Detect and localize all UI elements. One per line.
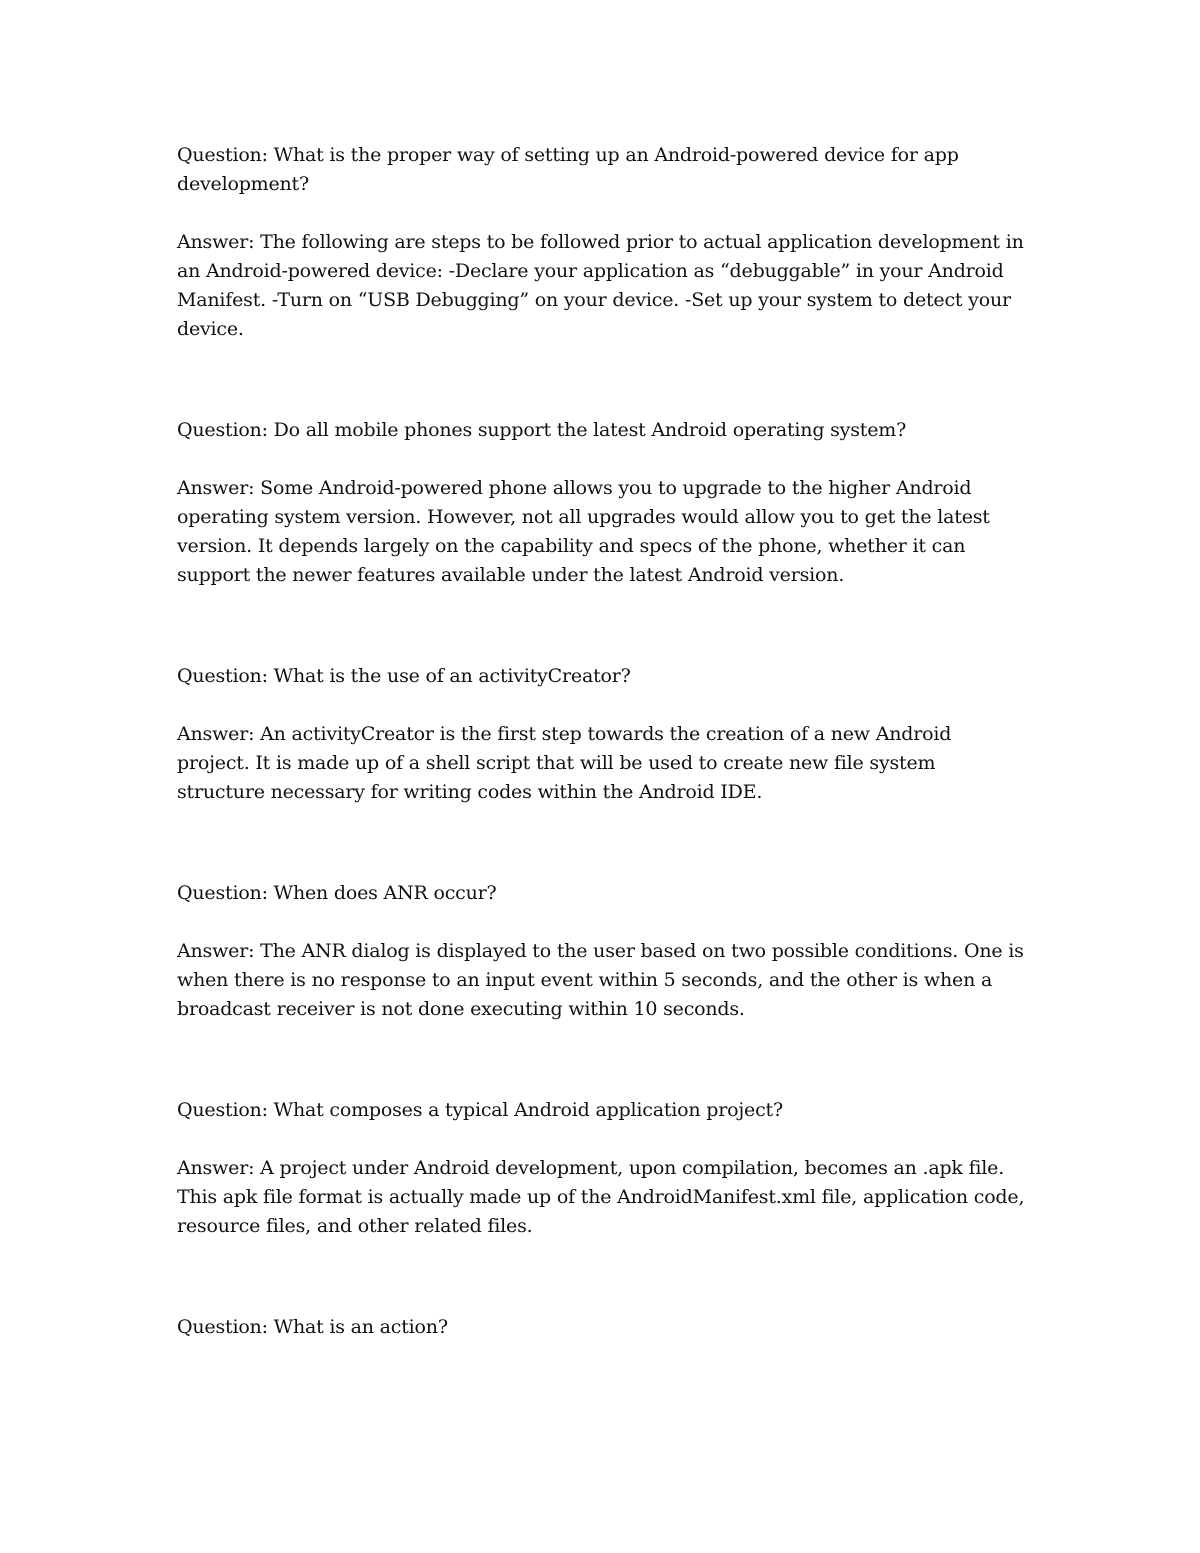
question-text: Question: What is the use of an activityCreator? <box>177 665 631 687</box>
question-text: Question: What composes a typical Android application project? <box>177 1099 783 1121</box>
question-text: Question: Do all mobile phones support the latest Android operating system? <box>177 419 907 441</box>
answer-text: Answer: The ANR dialog is displayed to the user based on two possible conditions. One is when there is no response to an input event within 5 seconds, and the other is when a broadcast receiver is not done executing within 10 seconds. <box>177 940 1024 1020</box>
qa-block <box>177 662 1027 807</box>
answer-text: Answer: The following are steps to be followed prior to actual application development in an Android-powered device: -Declare your application as “debuggable” in your Android Manifest. -Turn on “USB Debugging” on your device. -Set up your system to detect your device. <box>177 231 1024 340</box>
qa-block <box>177 1313 1027 1342</box>
qa-block <box>177 1096 1027 1241</box>
document-body <box>177 141 1027 1342</box>
qa-block <box>177 416 1027 590</box>
answer-text: Answer: Some Android-powered phone allows you to upgrade to the higher Android operating system version. However, not all upgrades would allow you to get the latest version. It depends largely on the capability and specs of the phone, whether it can support the newer features available under the latest Android version. <box>177 477 990 586</box>
answer-text: Answer: An activityCreator is the first step towards the creation of a new Android project. It is made up of a shell script that will be used to create new file system structure necessary for writing codes within the Android IDE. <box>177 723 952 803</box>
question-text: Question: What is the proper way of setting up an Android-powered device for app development? <box>177 144 959 195</box>
answer-text: Answer: A project under Android development, upon compilation, becomes an .apk file. This apk file format is actually made up of the AndroidManifest.xml file, application code, resource files, and other related files. <box>177 1157 1025 1237</box>
qa-block <box>177 141 1027 344</box>
question-text: Question: When does ANR occur? <box>177 882 497 904</box>
qa-block <box>177 879 1027 1024</box>
question-text: Question: What is an action? <box>177 1316 448 1338</box>
